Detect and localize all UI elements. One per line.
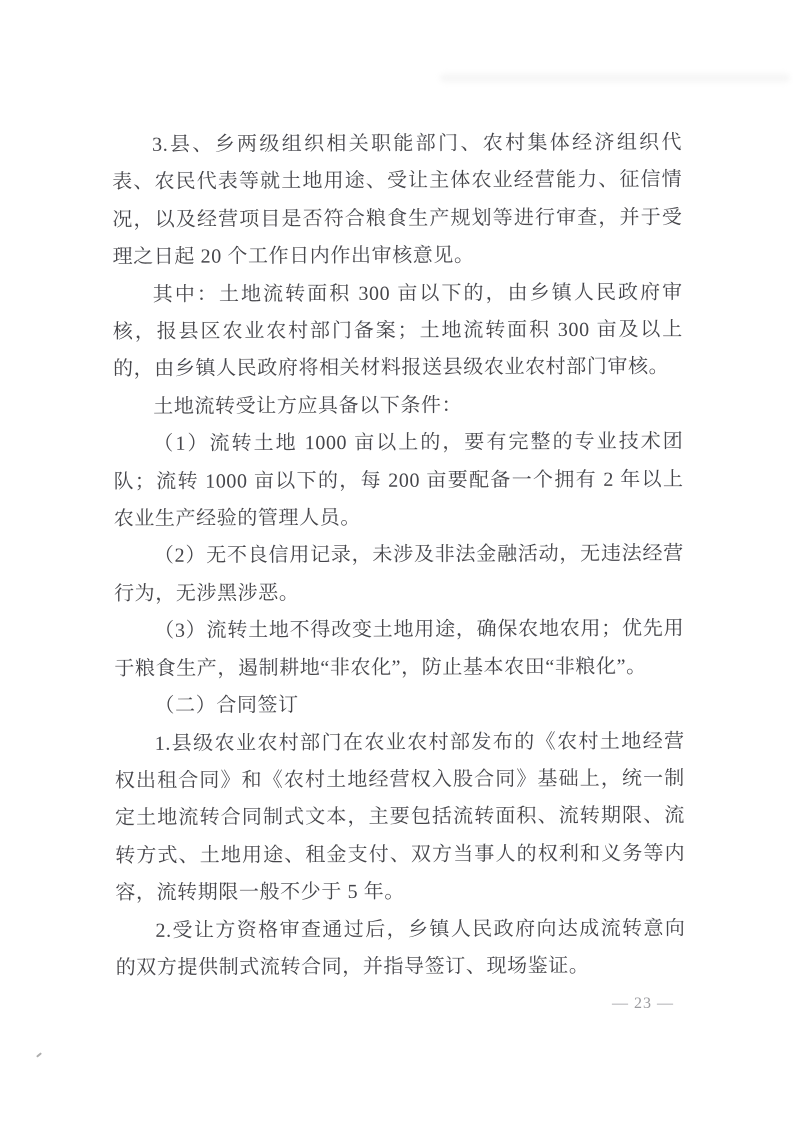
paragraph: 其中：土地流转面积 300 亩以下的，由乡镇人民政府审核，报县区农业农村部门备案；土地流转面积 300 亩及以上的，由乡镇人民政府将相关材料报送县级农业农村部门审核。 bbox=[112, 281, 683, 381]
paragraph: 土地流转受让方应具备以下条件： bbox=[153, 394, 463, 418]
paragraph: 3.县、乡两级组织相关职能部门、农村集体经济组织代表、农民代表等就土地用途、受让主体农业经营能力、征信情况，以及经营项目是否符合粮食生产规划等进行审查，并于受理之日起 20 个工作日内作出审核意见。 bbox=[112, 131, 683, 269]
paragraph: （2）无不良信用记录，未涉及非法金融活动，无违法经营行为，无涉黑涉恶。 bbox=[113, 542, 684, 605]
page-number: — 23 — bbox=[612, 995, 674, 1012]
paragraph: （3）流转土地不得改变土地用途，确保农地农用；优先用于粮食生产，遏制耕地“非农化”，防止基本农田“非粮化”。 bbox=[114, 617, 685, 680]
paragraph: （1）流转土地 1000 亩以上的，要有完整的专业技术团队；流转 1000 亩以下的，每 200 亩要配备一个拥有 2 年以上农业生产经验的管理人员。 bbox=[113, 430, 684, 531]
paragraph: （二）合同签订 bbox=[154, 694, 299, 717]
scan-smudge bbox=[440, 74, 790, 82]
document-body bbox=[112, 125, 686, 988]
paragraph: 1.县级农业农村部门在农业农村部发布的《农村土地经营权出租合同》和《农村土地经营权入股合同》基础上，统一制定土地流转合同制式文本，主要包括流转面积、流转期限、流转方式、土地用途、租金支付、双方当事人的权利和义务等内容，流转期限一般不少于 5 年。 bbox=[114, 730, 686, 905]
scan-speck bbox=[36, 1052, 42, 1057]
paragraph: 2.受让方资格审查通过后，乡镇人民政府向达成流转意向的双方提供制式流转合同，并指导签订、现场鉴证。 bbox=[115, 917, 686, 979]
